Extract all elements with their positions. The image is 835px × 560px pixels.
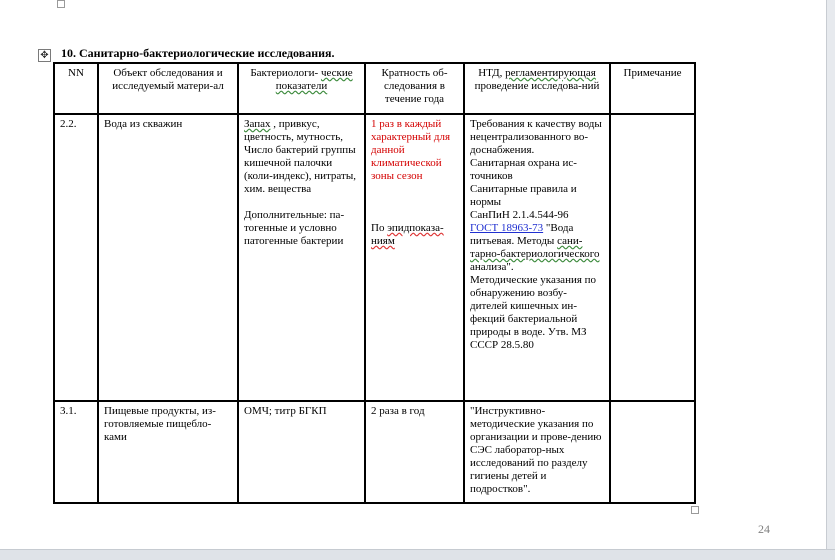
bact-text-a: Запах (244, 118, 271, 130)
cell-frequency (365, 114, 464, 401)
section-heading: 10. Санитарно-бактериологические исследования. (61, 46, 335, 60)
header-bacteriological (238, 63, 365, 114)
table-resize-handle[interactable] (691, 506, 699, 514)
ntd-text-e2: сани-тарно-бактериологического (470, 235, 600, 260)
cell-bacteriological (238, 114, 365, 401)
freq-plain-b: эпидпоказа-ниям (371, 222, 444, 247)
ntd-text-d: СанПиН 2.1.4.544-96 (470, 209, 569, 221)
header-bact-prefix: Бактериологи- (250, 67, 319, 79)
status-bar (0, 549, 835, 560)
cell-ntd: "Инструктивно-методические указания по организации и прове-дению СЭС лаборатор-ных исследований по разделу гигиены детей и подростков". (464, 401, 610, 503)
header-ntd-mid: регламентирующая (505, 67, 596, 79)
table-row (54, 114, 695, 401)
ntd-text-f: Методические указания по обнаружению возбу-дителей кишечных ин-фекций бактериальной природы в воде. Утв. МЗ СССР 28.5.80 (470, 274, 597, 351)
freq-plain-a: По (371, 222, 388, 234)
page-number: 24 (758, 522, 770, 536)
table-move-handle-icon[interactable]: ✥ (38, 49, 51, 62)
cell-nn: 2.2. (54, 114, 98, 401)
ntd-text-e3: анализа". (470, 261, 514, 273)
cell-object: Вода из скважин (98, 114, 238, 401)
gost-link[interactable]: ГОСТ 18963-73 (470, 222, 544, 234)
table-row (54, 401, 695, 503)
cell-note (610, 401, 695, 503)
cell-object: Пищевые продукты, из-готовляемые пищебло-ками (98, 401, 238, 503)
page-corner-mark (57, 0, 65, 8)
bact-text-c: Дополнительные: па-тогенные и условно патогенные бактерии (244, 209, 345, 247)
ntd-text-a: Требования к качеству воды нецентрализованного во-доснабжения. (470, 118, 602, 156)
header-nn: NN (54, 63, 98, 114)
header-ntd (464, 63, 610, 114)
ntd-text-c: Санитарные правила и нормы (470, 183, 577, 208)
header-object: Объект обследования и исследуемый матери-ал (98, 63, 238, 114)
cell-ntd (464, 114, 610, 401)
ntd-text-e: "Вода питьевая. Методы (470, 222, 574, 247)
header-ntd-prefix: НТД, (478, 67, 506, 79)
freq-red-text: 1 раз в каждый характерный для данной климатической зоны сезон (371, 118, 451, 182)
bact-text-b: , привкус, цветность, мутность, Число бактерий группы кишечной палочки (коли-индекс), нитраты, хим. вещества (244, 118, 356, 195)
cell-nn: 3.1. (54, 401, 98, 503)
header-note: Примечание (610, 63, 695, 114)
window-right-edge (826, 0, 835, 559)
ntd-text-b: Санитарная охрана ис-точников (470, 157, 577, 182)
header-ntd-suffix: проведение исследова-ний (474, 80, 600, 92)
cell-note (610, 114, 695, 401)
header-bact-suffix: ческие показатели (275, 67, 353, 92)
cell-bacteriological: ОМЧ; титр БГКП (238, 401, 365, 503)
table-header-row (54, 63, 695, 114)
cell-frequency: 2 раза в год (365, 401, 464, 503)
sanitary-table (53, 62, 696, 504)
header-frequency: Кратность об-следования в течение года (365, 63, 464, 114)
